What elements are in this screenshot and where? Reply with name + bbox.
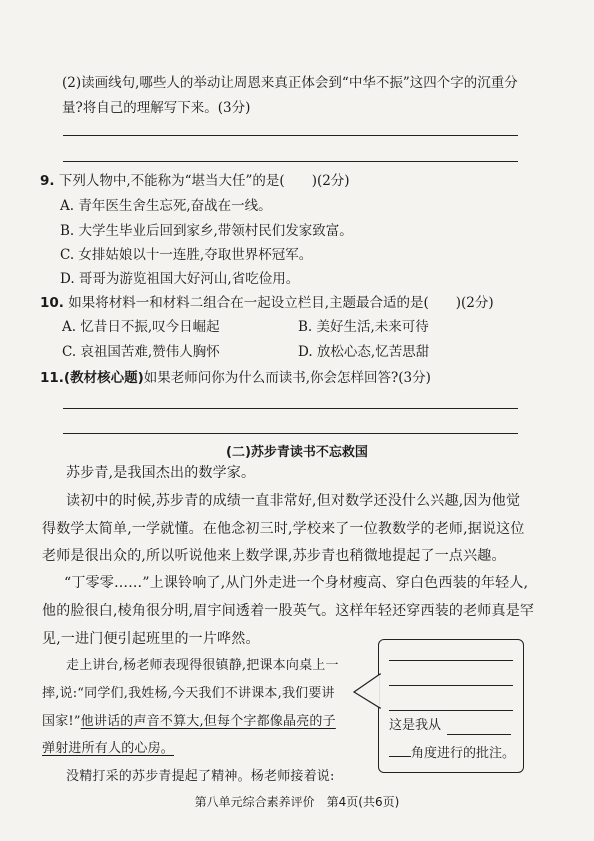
answer-line[interactable] bbox=[63, 408, 518, 409]
passage-p4-line2: 摔,说:“同学们,我姓杨,今天我们不讲课本,我们要讲 bbox=[42, 686, 335, 701]
q8-2-line1: (2)读画线句,哪些人的举动让周恩来真正体会到“中华不振”这四个字的沉重分 bbox=[62, 75, 518, 91]
passage-p5: 没精打采的苏步青提起了精神。杨老师接着说: bbox=[66, 769, 335, 784]
q10-stem bbox=[40, 292, 494, 314]
annotation-pointer bbox=[352, 672, 382, 712]
passage-p1: 苏步青,是我国杰出的数学家。 bbox=[66, 465, 256, 481]
q10-option-b: B. 美好生活,未来可待 bbox=[298, 319, 429, 335]
annotation-line[interactable] bbox=[389, 710, 513, 711]
q10-option-c: C. 哀祖国苦难,赞伟人胸怀 bbox=[62, 344, 220, 360]
annotation-line[interactable] bbox=[389, 685, 513, 686]
annotation-text2 bbox=[389, 742, 515, 764]
q10-text: 如果将材料一和材料二组合在一起设立栏目,主题最合适的是( )(2分) bbox=[68, 295, 494, 311]
q11-tag: (教材核心题) bbox=[63, 370, 144, 386]
q10-option-a: A. 忆昔日不振,叹今日崛起 bbox=[62, 319, 220, 335]
q8-2-line2: 量?将自己的理解写下来。(3分) bbox=[62, 100, 251, 116]
annotation-text2-label: 角度进行的批注。 bbox=[411, 746, 516, 761]
passage-p2-line1: 读初中的时候,苏步青的成绩一直非常好,但对数学还没什么兴趣,因为他觉 bbox=[66, 493, 521, 509]
q10-option-d: D. 放松心态,忆苦思甜 bbox=[298, 344, 430, 360]
q9-text: 下列人物中,不能称为“堪当大任”的是( )(2分) bbox=[58, 173, 350, 189]
q11-stem bbox=[40, 367, 431, 389]
section-title: (二)苏步青读书不忘救国 bbox=[226, 445, 368, 460]
q9-number: 9. bbox=[40, 173, 55, 189]
answer-line[interactable] bbox=[63, 135, 518, 136]
passage-p2-line3: 老师是很出众的,所以听说他来上数学课,苏步青也稍微地提起了一点兴趣。 bbox=[42, 548, 506, 564]
passage-p3-line3: 见,一进门便引起班里的一片哗然。 bbox=[42, 631, 260, 647]
answer-line[interactable] bbox=[63, 433, 518, 434]
q10-number: 10. bbox=[40, 295, 64, 311]
q9-option-c: C. 女排姑娘以十一连胜,夺取世界杯冠军。 bbox=[60, 247, 313, 263]
annotation-text1: 这是我从 bbox=[389, 718, 442, 733]
passage-p4-line1: 走上讲台,杨老师表现得很镇静,把课本向桌上一 bbox=[66, 658, 339, 673]
q9-option-d: D. 哥哥为游览祖国大好河山,省吃俭用。 bbox=[60, 271, 300, 287]
q9-stem bbox=[40, 170, 350, 192]
q9-option-b: B. 大学生毕业后回到家乡,带领村民们发家致富。 bbox=[60, 223, 353, 239]
annotation-blank-2[interactable] bbox=[389, 742, 411, 757]
answer-line[interactable] bbox=[63, 161, 518, 162]
annotation-box bbox=[378, 639, 524, 773]
annotation-blank[interactable] bbox=[447, 734, 511, 735]
q11-number: 11. bbox=[40, 370, 64, 386]
passage-p4-line4 bbox=[42, 734, 174, 764]
passage-p4-line3-a: 国家!” bbox=[42, 714, 81, 729]
underlined-sentence-end: 弹射进所有人的心房。 bbox=[42, 741, 175, 756]
passage-p4-line3 bbox=[42, 707, 336, 737]
passage-p2-line2: 得数学太简单,一学就懂。在他念初三时,学校来了一位教数学的老师,据说这位 bbox=[42, 521, 525, 537]
passage-p3-line2: 他的脸很白,棱角很分明,眉宇间透着一股英气。这样年轻还穿西装的老师真是罕 bbox=[42, 603, 535, 619]
q11-text: 如果老师问你为什么而读书,你会怎样回答?(3分) bbox=[143, 370, 431, 386]
underlined-sentence: 他讲话的声音不算大,但每个字都像晶亮的子 bbox=[80, 714, 336, 729]
annotation-line[interactable] bbox=[389, 660, 513, 661]
page-footer: 第八单元综合素养评价 第4页(共6页) bbox=[194, 795, 400, 809]
passage-p3-line1: “丁零零……”上课铃响了,从门外走进一个身材瘦高、穿白色西装的年轻人, bbox=[64, 575, 529, 591]
q9-option-a: A. 青年医生舍生忘死,奋战在一线。 bbox=[60, 198, 272, 214]
